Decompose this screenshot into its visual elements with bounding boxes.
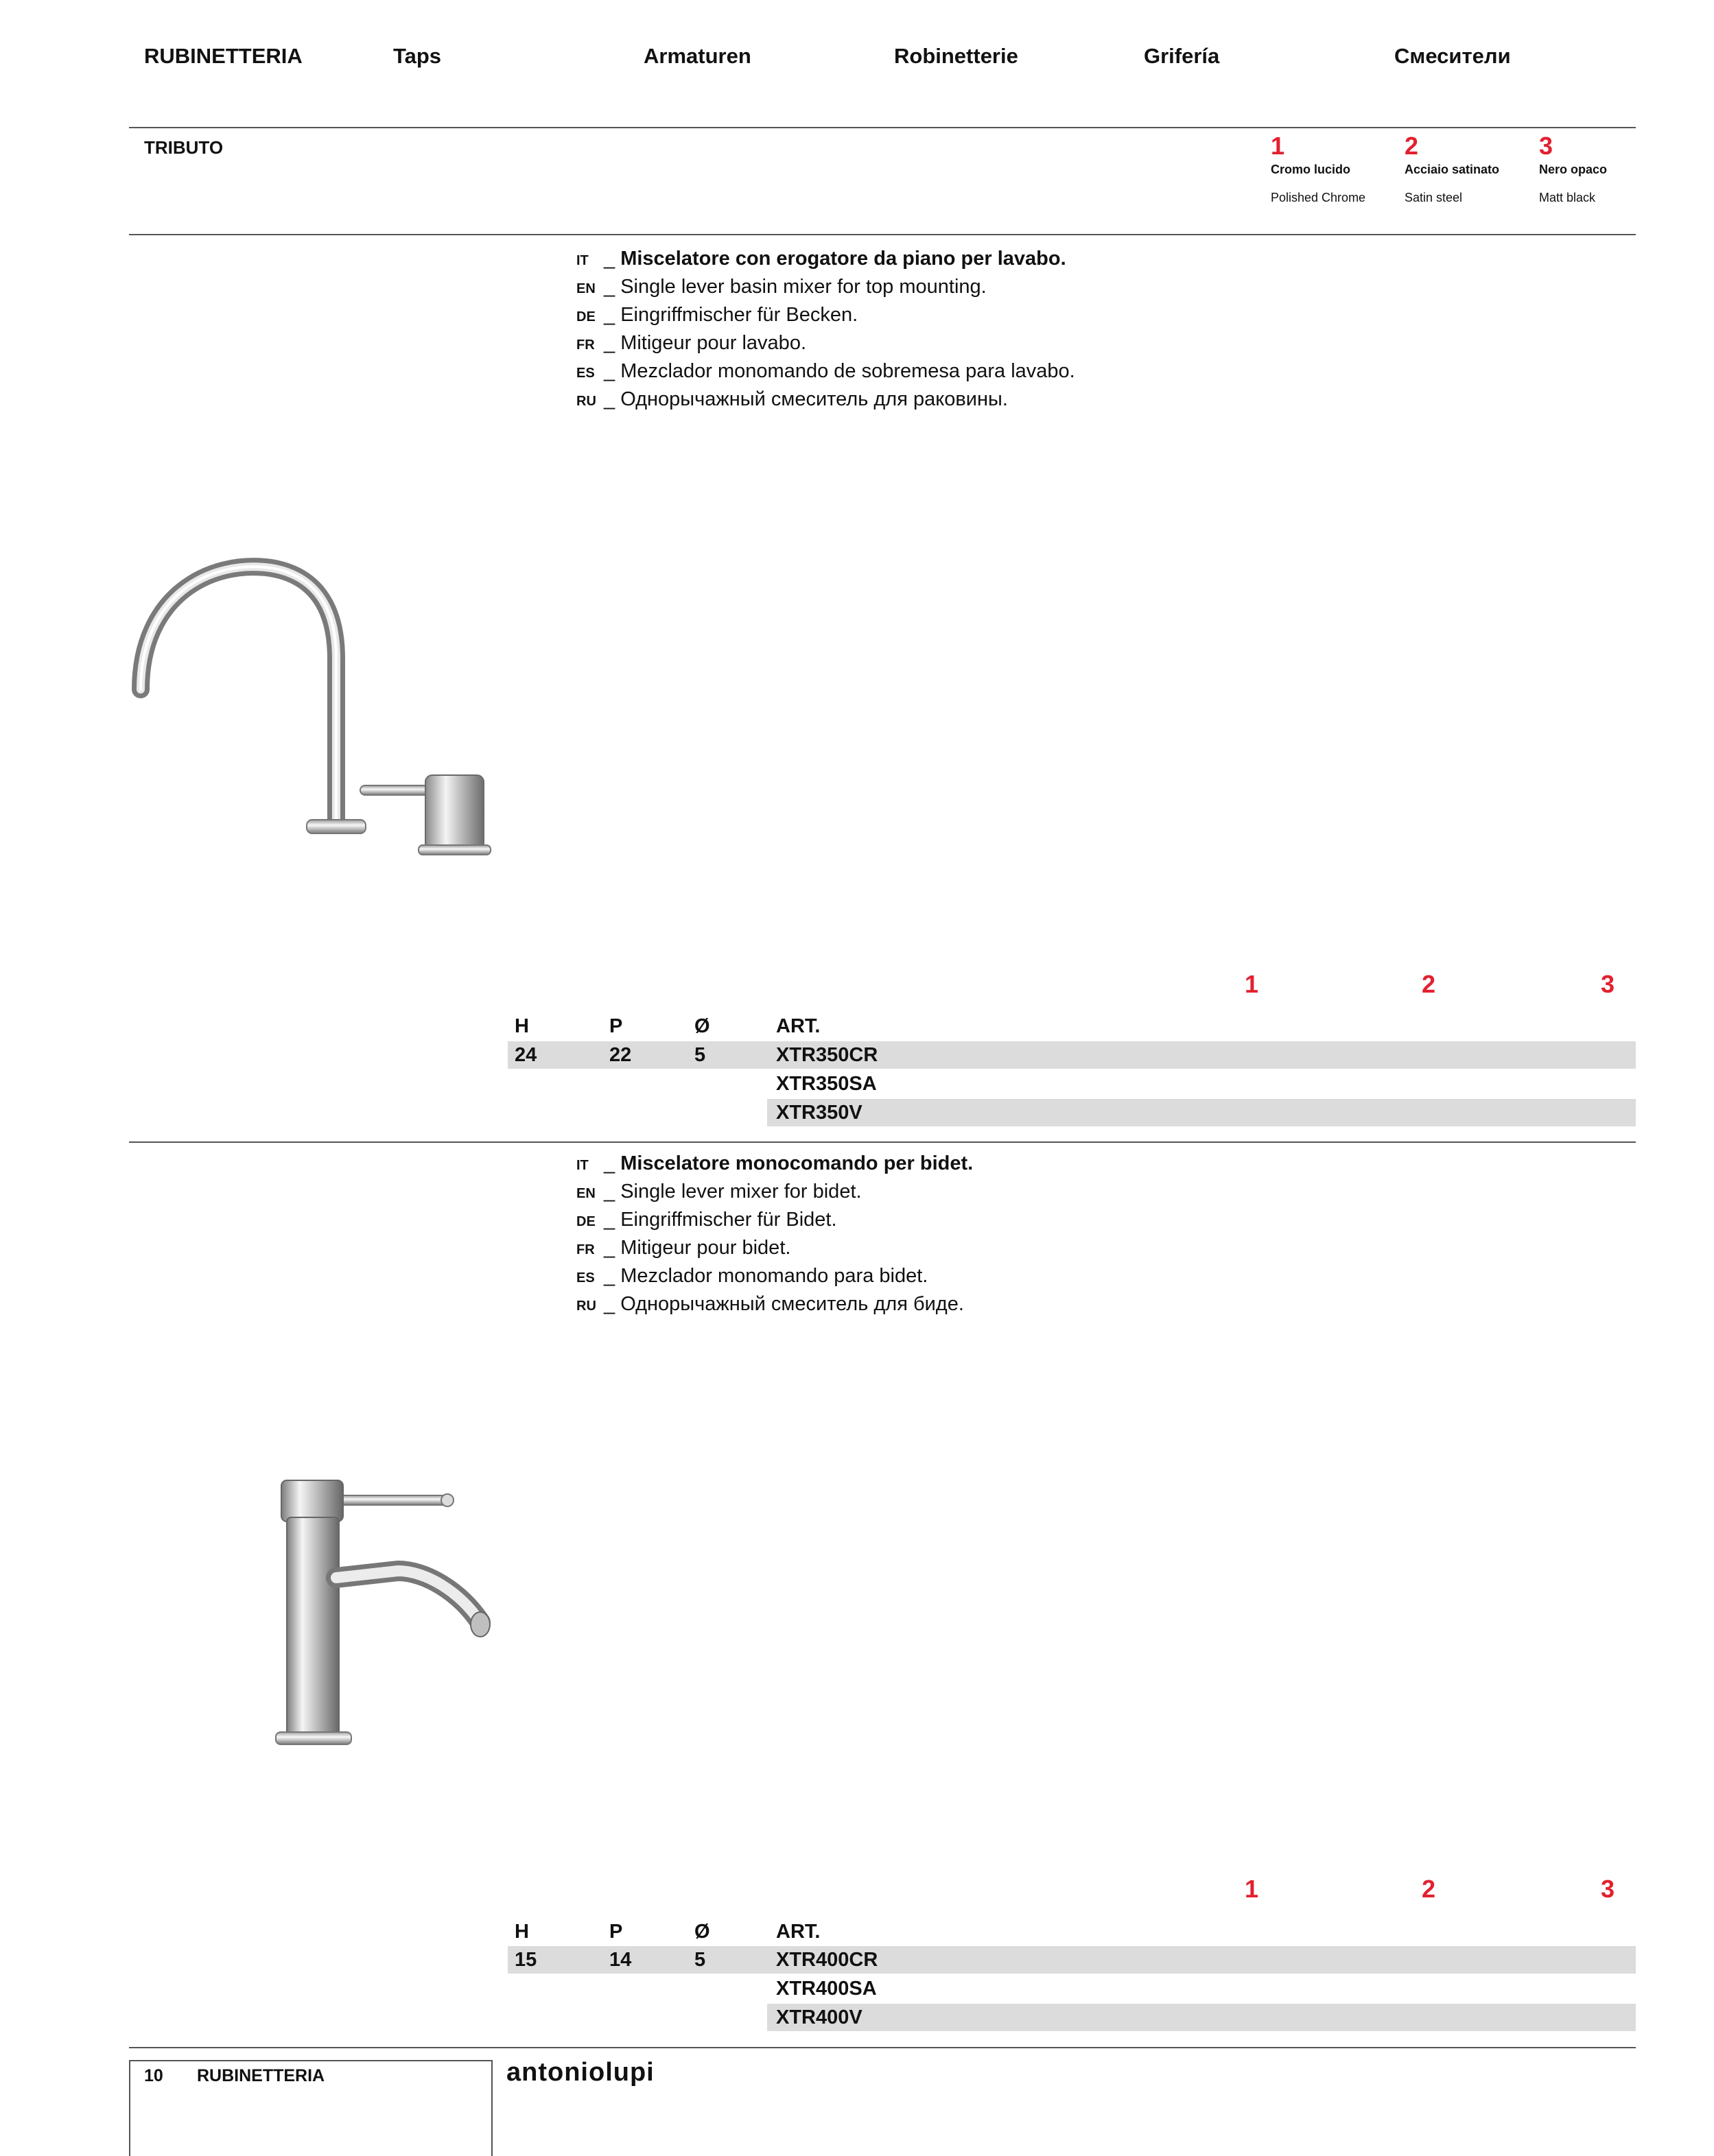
finish-name: Cromo lucido [1271,163,1350,176]
lang-code: DE [576,1214,596,1229]
finish-number: 1 [1271,132,1285,160]
description-en: Single lever mixer for bidet. [620,1181,862,1203]
basin-mixer-image [127,549,497,864]
header-rule [129,127,1636,128]
dim-h: 15 [515,1949,537,1971]
table-row-shade [508,1946,1636,1974]
dim-p: 14 [609,1949,632,1971]
article-code: XTR400SA [776,1978,877,2000]
finish-name: Acciaio satinato [1405,163,1500,176]
finish-col-2: 2 [1422,970,1436,998]
description-fr: Mitigeur pour lavabo. [620,332,807,354]
product-rule [129,1141,1636,1143]
finish-legend-2 [1405,134,1499,205]
article-code: XTR350CR [776,1044,878,1066]
header-es: Grifería [1144,44,1220,68]
lang-code: RU [576,1299,596,1314]
finish-col-2: 2 [1422,1875,1436,1903]
finish-name-en: Matt black [1539,191,1596,204]
legend-rule [129,234,1636,235]
brand-logo: antoniolupi [506,2058,655,2087]
series-name: TRIBUTO [144,137,224,158]
lang-code: ES [576,366,595,381]
table-row-shade [508,1041,1636,1069]
product-1-descriptions: IT _ Miscelatore con erogatore da piano per lavabo. EN _ Single lever basin mixer for top mounting. DE _ Eingriffmischer für Becken. FR _ Mitigeur pour lavabo. ES _ Mezclador monomando de sobremesa para lavabo. RU _ Однорычажный смеситель для раковины. [576,245,1075,414]
dim-d: 5 [694,1949,706,1971]
description-es: Mezclador monomando de sobremesa para lavabo. [620,360,1075,382]
lang-code: FR [576,337,595,353]
description-de: Eingriffmischer für Bidet. [620,1209,837,1231]
lang-code: IT [576,253,589,268]
dim-d: 5 [694,1044,706,1066]
col-header-d: Ø [694,1921,710,1943]
finish-name: Nero opaco [1539,163,1608,176]
dim-h: 24 [515,1044,537,1066]
finish-col-3: 3 [1601,1875,1615,1903]
col-header-p: P [609,1015,623,1037]
col-header-p: P [609,1921,623,1943]
description-en: Single lever basin mixer for top mounting. [620,276,987,298]
lang-code: ES [576,1270,595,1286]
lang-code: FR [576,1242,595,1257]
bidet-mixer-image [261,1468,494,1749]
table-row-shade [767,2004,1636,2031]
product-2-descriptions: IT _ Miscelatore monocomando per bidet. EN _ Single lever mixer for bidet. DE _ Eingriffmischer für Bidet. FR _ Mitigeur pour bidet. ES _ Mezclador monomando para bidet. RU _ Однорычажный смеситель для биде. [576,1150,973,1318]
lang-code: RU [576,394,596,409]
lang-code: EN [576,281,596,296]
dim-p: 22 [609,1044,632,1066]
description-it: Miscelatore monocomando per bidet. [620,1152,974,1174]
finish-number: 2 [1405,132,1419,160]
finish-legend-1 [1271,134,1365,205]
col-header-art: ART. [776,1015,821,1037]
footer-section: RUBINETTERIA [197,2066,325,2085]
lang-code: DE [576,309,596,324]
description-ru: Однорычажный смеситель для раковины. [620,388,1008,410]
header-de: Armaturen [644,44,751,68]
finish-number: 3 [1539,132,1553,160]
col-header-h: H [515,1921,529,1943]
header-fr: Robinetterie [894,44,1018,68]
article-code: XTR350V [776,1102,862,1124]
header-it: RUBINETTERIA [144,44,303,68]
finish-name-en: Polished Chrome [1271,191,1366,204]
finish-col-1: 1 [1245,1875,1259,1903]
article-code: XTR400CR [776,1949,878,1971]
col-header-h: H [515,1015,529,1037]
finish-name-en: Satin steel [1405,191,1463,204]
description-fr: Mitigeur pour bidet. [620,1237,791,1259]
table-row-shade [767,1099,1636,1126]
finish-col-1: 1 [1245,970,1259,998]
page-number: 10 [144,2066,163,2085]
footer-rule [129,2047,1636,2048]
description-it: Miscelatore con erogatore da piano per lavabo. [620,248,1066,270]
description-es: Mezclador monomando para bidet. [620,1265,928,1287]
lang-code: IT [576,1158,589,1173]
article-code: XTR350SA [776,1073,877,1095]
article-code: XTR400V [776,2006,862,2028]
finish-col-3: 3 [1601,970,1615,998]
header-ru: Смесители [1394,44,1511,68]
col-header-art: ART. [776,1921,821,1943]
description-ru: Однорычажный смеситель для биде. [620,1293,964,1315]
lang-code: EN [576,1186,596,1201]
col-header-d: Ø [694,1015,710,1037]
header-en: Taps [393,44,442,68]
description-de: Eingriffmischer für Becken. [620,304,858,326]
finish-legend-3 [1539,134,1607,205]
